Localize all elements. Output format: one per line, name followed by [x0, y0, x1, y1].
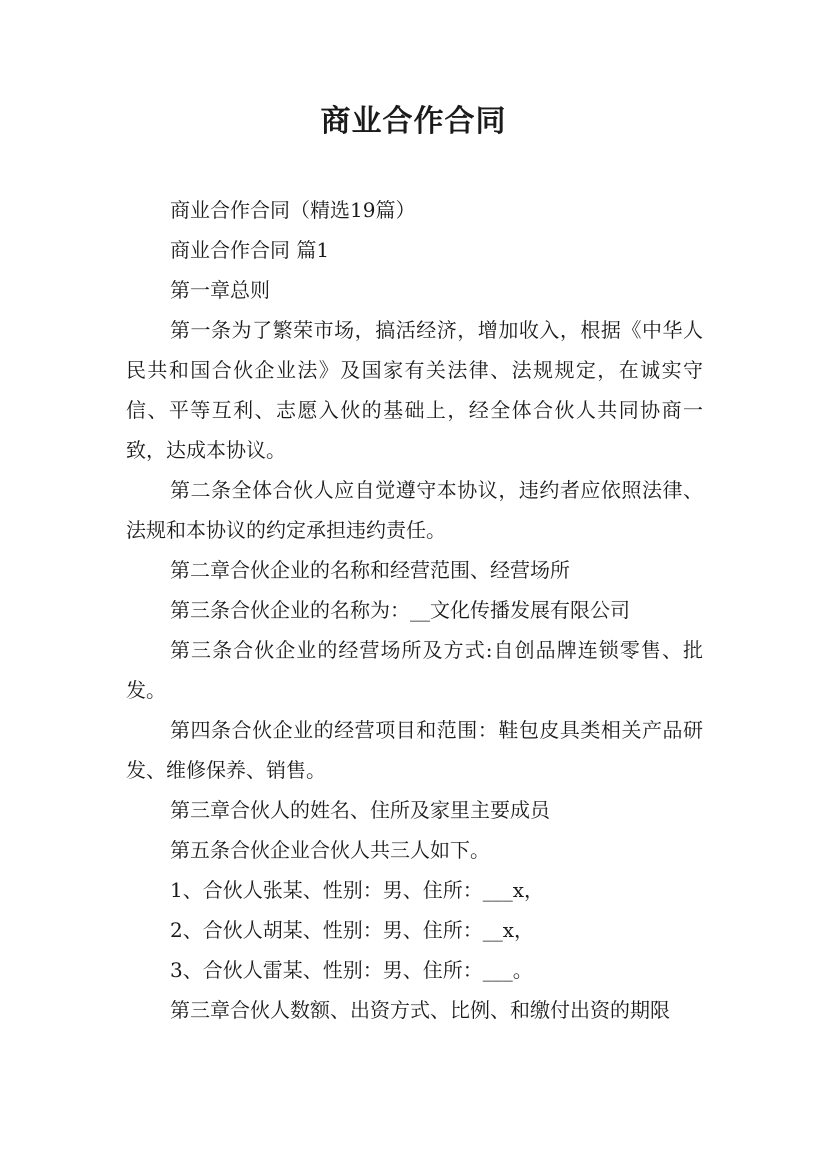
paragraph-article-5: 第五条合伙企业合伙人共三人如下。: [170, 838, 490, 862]
paragraph-section-heading: 商业合作合同 篇1: [170, 238, 330, 262]
paragraph-article-4: 第四条合伙企业的经营项目和范围：鞋包皮具类相关产品研发、维修保养、销售。: [126, 718, 703, 782]
document-body: [126, 190, 703, 1030]
paragraph-article-2: 第二条全体合伙人应自觉遵守本协议，违约者应依照法律、法规和本协议的约定承担违约责任。: [126, 478, 703, 542]
paragraph-chapter-3-capital: 第三章合伙人数额、出资方式、比例、和缴付出资的期限: [170, 998, 670, 1022]
paragraph-article-3-place: 第三条合伙企业的经营场所及方式:自创品牌连锁零售、批发。: [126, 638, 703, 702]
paragraph-partner-1: 1、合伙人张某、性别：男、住所：___x，: [170, 878, 545, 902]
paragraph-partner-2: 2、合伙人胡某、性别：男、住所：__x，: [170, 918, 535, 942]
paragraph-partner-3: 3、合伙人雷某、性别：男、住所：___。: [170, 958, 533, 982]
paragraph-chapter-1: 第一章总则: [170, 278, 270, 302]
paragraph-chapter-3: 第三章合伙人的姓名、住所及家里主要成员: [170, 798, 550, 822]
paragraph-chapter-2: 第二章合伙企业的名称和经营范围、经营场所: [170, 558, 570, 582]
document-title: 商业合作合同: [320, 104, 507, 139]
paragraph-article-3-name: 第三条合伙企业的名称为：__文化传播发展有限公司: [170, 598, 630, 622]
paragraph-subtitle: 商业合作合同（精选19篇）: [170, 198, 416, 222]
paragraph-article-1: 第一条为了繁荣市场，搞活经济，增加收入，根据《中华人民共和国合伙企业法》及国家有关法律、法规规定，在诚实守信、平等互利、志愿入伙的基础上，经全体合伙人共同协商一致，达成本协议。: [126, 318, 703, 462]
